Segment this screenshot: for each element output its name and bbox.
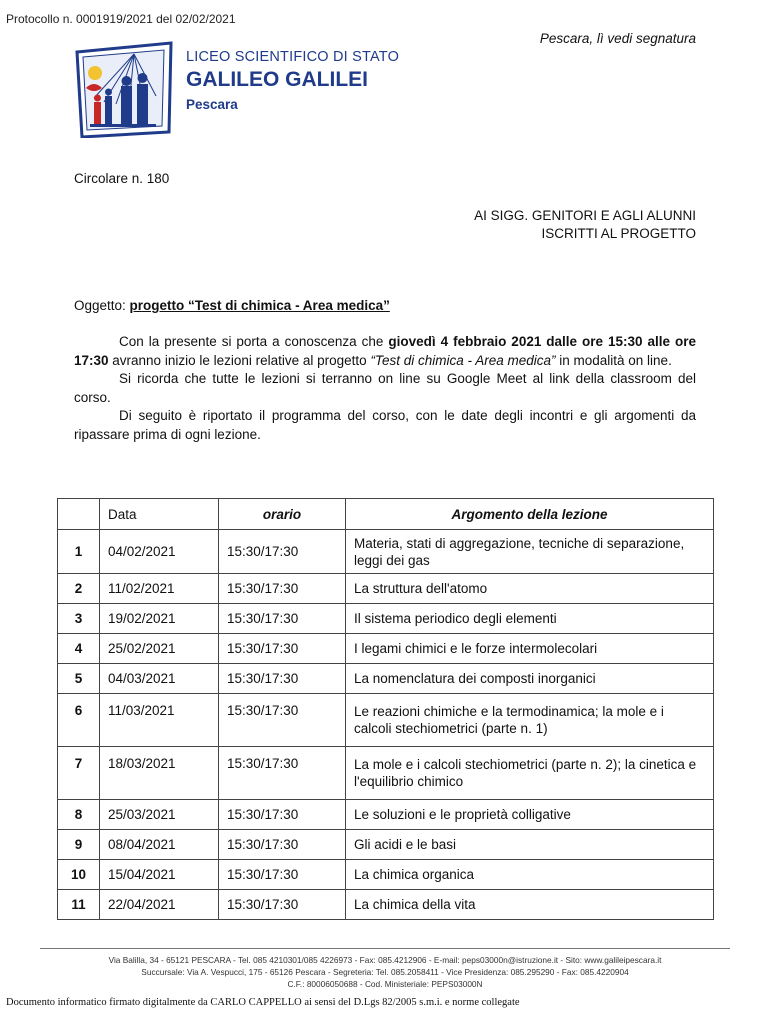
table-row [58, 800, 714, 830]
header-date: Data [100, 499, 219, 530]
table-header-row [58, 499, 714, 530]
row-topic: La chimica della vita [346, 890, 714, 920]
recipients-line-2: ISCRITTI AL PROGETTO [541, 226, 696, 241]
footer-branch: Succursale: Via A. Vespucci, 175 - 65126 Pescara - Segreteria: Tel. 085.2058411 - Vice Presidenza: 085.295290 - Fax: 085.4220904 [141, 967, 629, 977]
footer-address: Via Balilla, 34 - 65121 PESCARA - Tel. 085 4210301/085 4226973 - Fax: 085.4212906 - E-mail: peps03000n@istruzione.it - Sito: www.galileipescara.it [108, 955, 662, 965]
table-row [58, 530, 714, 574]
school-city: Pescara [186, 97, 238, 112]
row-number: 5 [58, 664, 100, 694]
table-row [58, 747, 714, 800]
course-schedule-table [57, 498, 714, 920]
paragraph-2: Si ricorda che tutte le lezioni si terranno on line su Google Meet al link della classroom del corso. [74, 371, 696, 405]
row-time: 15:30/17:30 [219, 860, 346, 890]
paragraph-1-text-a: Con la presente si porta a conoscenza che [119, 334, 389, 349]
row-number: 4 [58, 634, 100, 664]
row-date: 08/04/2021 [100, 830, 219, 860]
table-row [58, 694, 714, 747]
row-number: 7 [58, 747, 100, 800]
table-row [58, 860, 714, 890]
digital-signature-note: Documento informatico firmato digitalmente da CARLO CAPPELLO ai sensi del D.Lgs 82/2005 s.m.i. e norme collegate [6, 997, 520, 1008]
row-date: 11/03/2021 [100, 694, 219, 747]
row-date: 25/02/2021 [100, 634, 219, 664]
paragraph-1-text-e: in modalità on line. [555, 352, 672, 368]
row-time: 15:30/17:30 [219, 830, 346, 860]
row-topic: La chimica organica [346, 860, 714, 890]
row-number: 6 [58, 694, 100, 747]
row-number: 2 [58, 574, 100, 604]
row-date: 22/04/2021 [100, 890, 219, 920]
row-number: 11 [58, 890, 100, 920]
circular-number: Circolare n. 180 [74, 171, 170, 186]
protocol-number: Protocollo n. 0001919/2021 del 02/02/2021 [6, 12, 236, 26]
row-date: 19/02/2021 [100, 604, 219, 634]
paragraph-1-text-c: avranno inizio le lezioni relative al progetto [108, 352, 371, 368]
row-date: 15/04/2021 [100, 860, 219, 890]
school-type: LICEO SCIENTIFICO DI STATO [186, 49, 400, 65]
row-time: 15:30/17:30 [219, 800, 346, 830]
table-row [58, 634, 714, 664]
row-topic: La struttura dell'atomo [346, 574, 714, 604]
school-name: GALILEO GALILEI [186, 68, 368, 91]
header-topic: Argomento della lezione [346, 499, 714, 530]
row-time: 15:30/17:30 [219, 604, 346, 634]
row-topic: Le reazioni chimiche e la termodinamica; la mole e i calcoli stechiometrici (parte n. 1) [346, 694, 714, 747]
row-topic: Le soluzioni e le proprietà colligative [346, 800, 714, 830]
table-row [58, 664, 714, 694]
row-date: 18/03/2021 [100, 747, 219, 800]
header-time: orario [219, 499, 346, 530]
paragraph-3: Di seguito è riportato il programma del corso, con le date degli incontri e gli argomenti da ripassare prima di ogni lezione. [74, 408, 696, 442]
recipients-line-1: AI SIGG. GENITORI E AGLI ALUNNI [474, 208, 696, 223]
letter-body [74, 333, 696, 445]
footer-codes: C.F.: 80006050688 - Cod. Ministeriale: PEPS03000N [287, 979, 483, 989]
table-row [58, 604, 714, 634]
row-time: 15:30/17:30 [219, 634, 346, 664]
row-time: 15:30/17:30 [219, 664, 346, 694]
subject-label: Oggetto: [74, 298, 130, 313]
footer-divider [40, 948, 730, 949]
table-row [58, 830, 714, 860]
header-number [58, 499, 100, 530]
row-topic: Gli acidi e le basi [346, 830, 714, 860]
paragraph-1-schedule: giovedì 4 febbraio 2021 dalle ore 15:30 alle ore 17:30 [74, 334, 696, 368]
row-number: 1 [58, 530, 100, 574]
row-time: 15:30/17:30 [219, 747, 346, 800]
row-number: 9 [58, 830, 100, 860]
row-time: 15:30/17:30 [219, 890, 346, 920]
table-row [58, 890, 714, 920]
row-topic: La mole e i calcoli stechiometrici (parte n. 2); la cinetica e l'equilibrio chimico [346, 747, 714, 800]
row-number: 8 [58, 800, 100, 830]
paragraph-1-project-name: “Test di chimica - Area medica” [370, 352, 556, 368]
row-topic: Materia, stati di aggregazione, tecniche di separazione, leggi dei gas [346, 530, 714, 574]
recipients [474, 207, 696, 243]
row-time: 15:30/17:30 [219, 530, 346, 574]
school-logo [74, 40, 174, 138]
table-row [58, 574, 714, 604]
row-date: 25/03/2021 [100, 800, 219, 830]
subject-line [74, 298, 390, 313]
row-topic: I legami chimici e le forze intermolecolari [346, 634, 714, 664]
row-date: 04/02/2021 [100, 530, 219, 574]
place-date: Pescara, lì vedi segnatura [539, 31, 696, 46]
row-date: 11/02/2021 [100, 574, 219, 604]
row-number: 10 [58, 860, 100, 890]
row-number: 3 [58, 604, 100, 634]
row-topic: Il sistema periodico degli elementi [346, 604, 714, 634]
row-date: 04/03/2021 [100, 664, 219, 694]
paragraph-1 [74, 333, 696, 370]
row-topic: La nomenclatura dei composti inorganici [346, 664, 714, 694]
subject-text: progetto “Test di chimica - Area medica” [129, 298, 390, 313]
row-time: 15:30/17:30 [219, 574, 346, 604]
row-time: 15:30/17:30 [219, 694, 346, 747]
